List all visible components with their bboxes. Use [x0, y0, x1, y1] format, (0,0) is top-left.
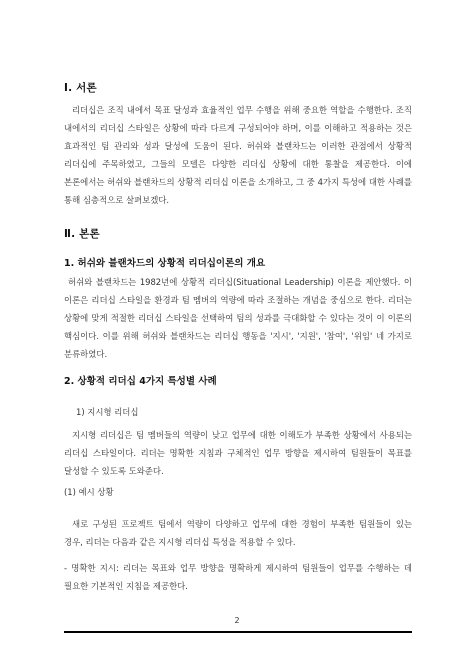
intro-heading: Ⅰ. 서론	[64, 82, 97, 94]
page-number: 2	[234, 616, 240, 625]
body-heading: Ⅱ. 본론	[64, 228, 100, 240]
subsection-2-heading: 2. 상황적 리더십 4가지 특성별 사례	[64, 376, 217, 387]
subsection-1-paragraph: 허쉬와 블랜차드는 1982년에 상황적 리더십(Situational Leadership) 이론을 제안했다. 이 이론은 리더십 스타일을 환경과 팀 멤버의 역량에 따라 조절하는 개념을 중심으로 한다. 리더는 상황에 맞게 적절한 리더십 스타일을 선택하여 팀의 성과를 극대화할 수 있다는 것이 이 이론의 핵심이다. 이를 위해 허쉬와 블랜차드는 리더십 행동을 '지시', '지원', '참여', '위임' 네 가지로 분류하였다.	[64, 277, 412, 359]
footer-rule	[64, 631, 412, 633]
example-paragraph: 새로 구성된 프로젝트 팀에서 역량이 다양하고 업무에 대한 경험이 부족한 팀원들이 있는 경우, 리더는 다음과 같은 지시형 리더십 특성을 적용할 수 있다.	[64, 519, 412, 547]
example-bullet: - 명확한 지시: 리더는 목표와 업무 방향을 명확하게 제시하여 팀원들이 업무를 수행하는 데 필요한 기본적인 지침을 제공한다.	[64, 563, 412, 591]
subsection-2-item-1-title: 1) 지시형 리더십	[76, 407, 139, 417]
intro-paragraph: 리더십은 조직 내에서 목표 달성과 효율적인 업무 수행을 위해 중요한 역할을 수행한다. 조직 내에서의 리더십 스타일은 상황에 따라 다르게 구성되어야 하며, 이를 이해하고 적용하는 것은 효과적인 팀 관리와 성과 달성에 도움이 된다. 허쉬와 블랜차드는 이러한 관점에서 상황적 리더십에 주목하였고, 그들의 모델은 다양한 리더십 상황에 대한 통찰을 제공한다. 이에 본론에서는 허쉬와 블랜차드의 상황적 리더십 이론을 소개하고, 그 중 4가지 특성에 대한 사례를 통해 심층적으로 살펴보겠다.	[64, 105, 412, 205]
subsection-1-heading: 1. 허쉬와 블랜차드의 상황적 리더십이론의 개요	[64, 258, 266, 269]
example-label: (1) 예시 상황	[64, 487, 114, 497]
subsection-2-item-1-paragraph: 지시형 리더십은 팀 멤버들의 역량이 낮고 업무에 대한 이해도가 부족한 상황에서 사용되는 리더십 스타일이다. 리더는 명확한 지침과 구체적인 업무 방향을 제시하여 팀원들이 목표를 달성할 수 있도록 도와준다.	[64, 430, 412, 476]
